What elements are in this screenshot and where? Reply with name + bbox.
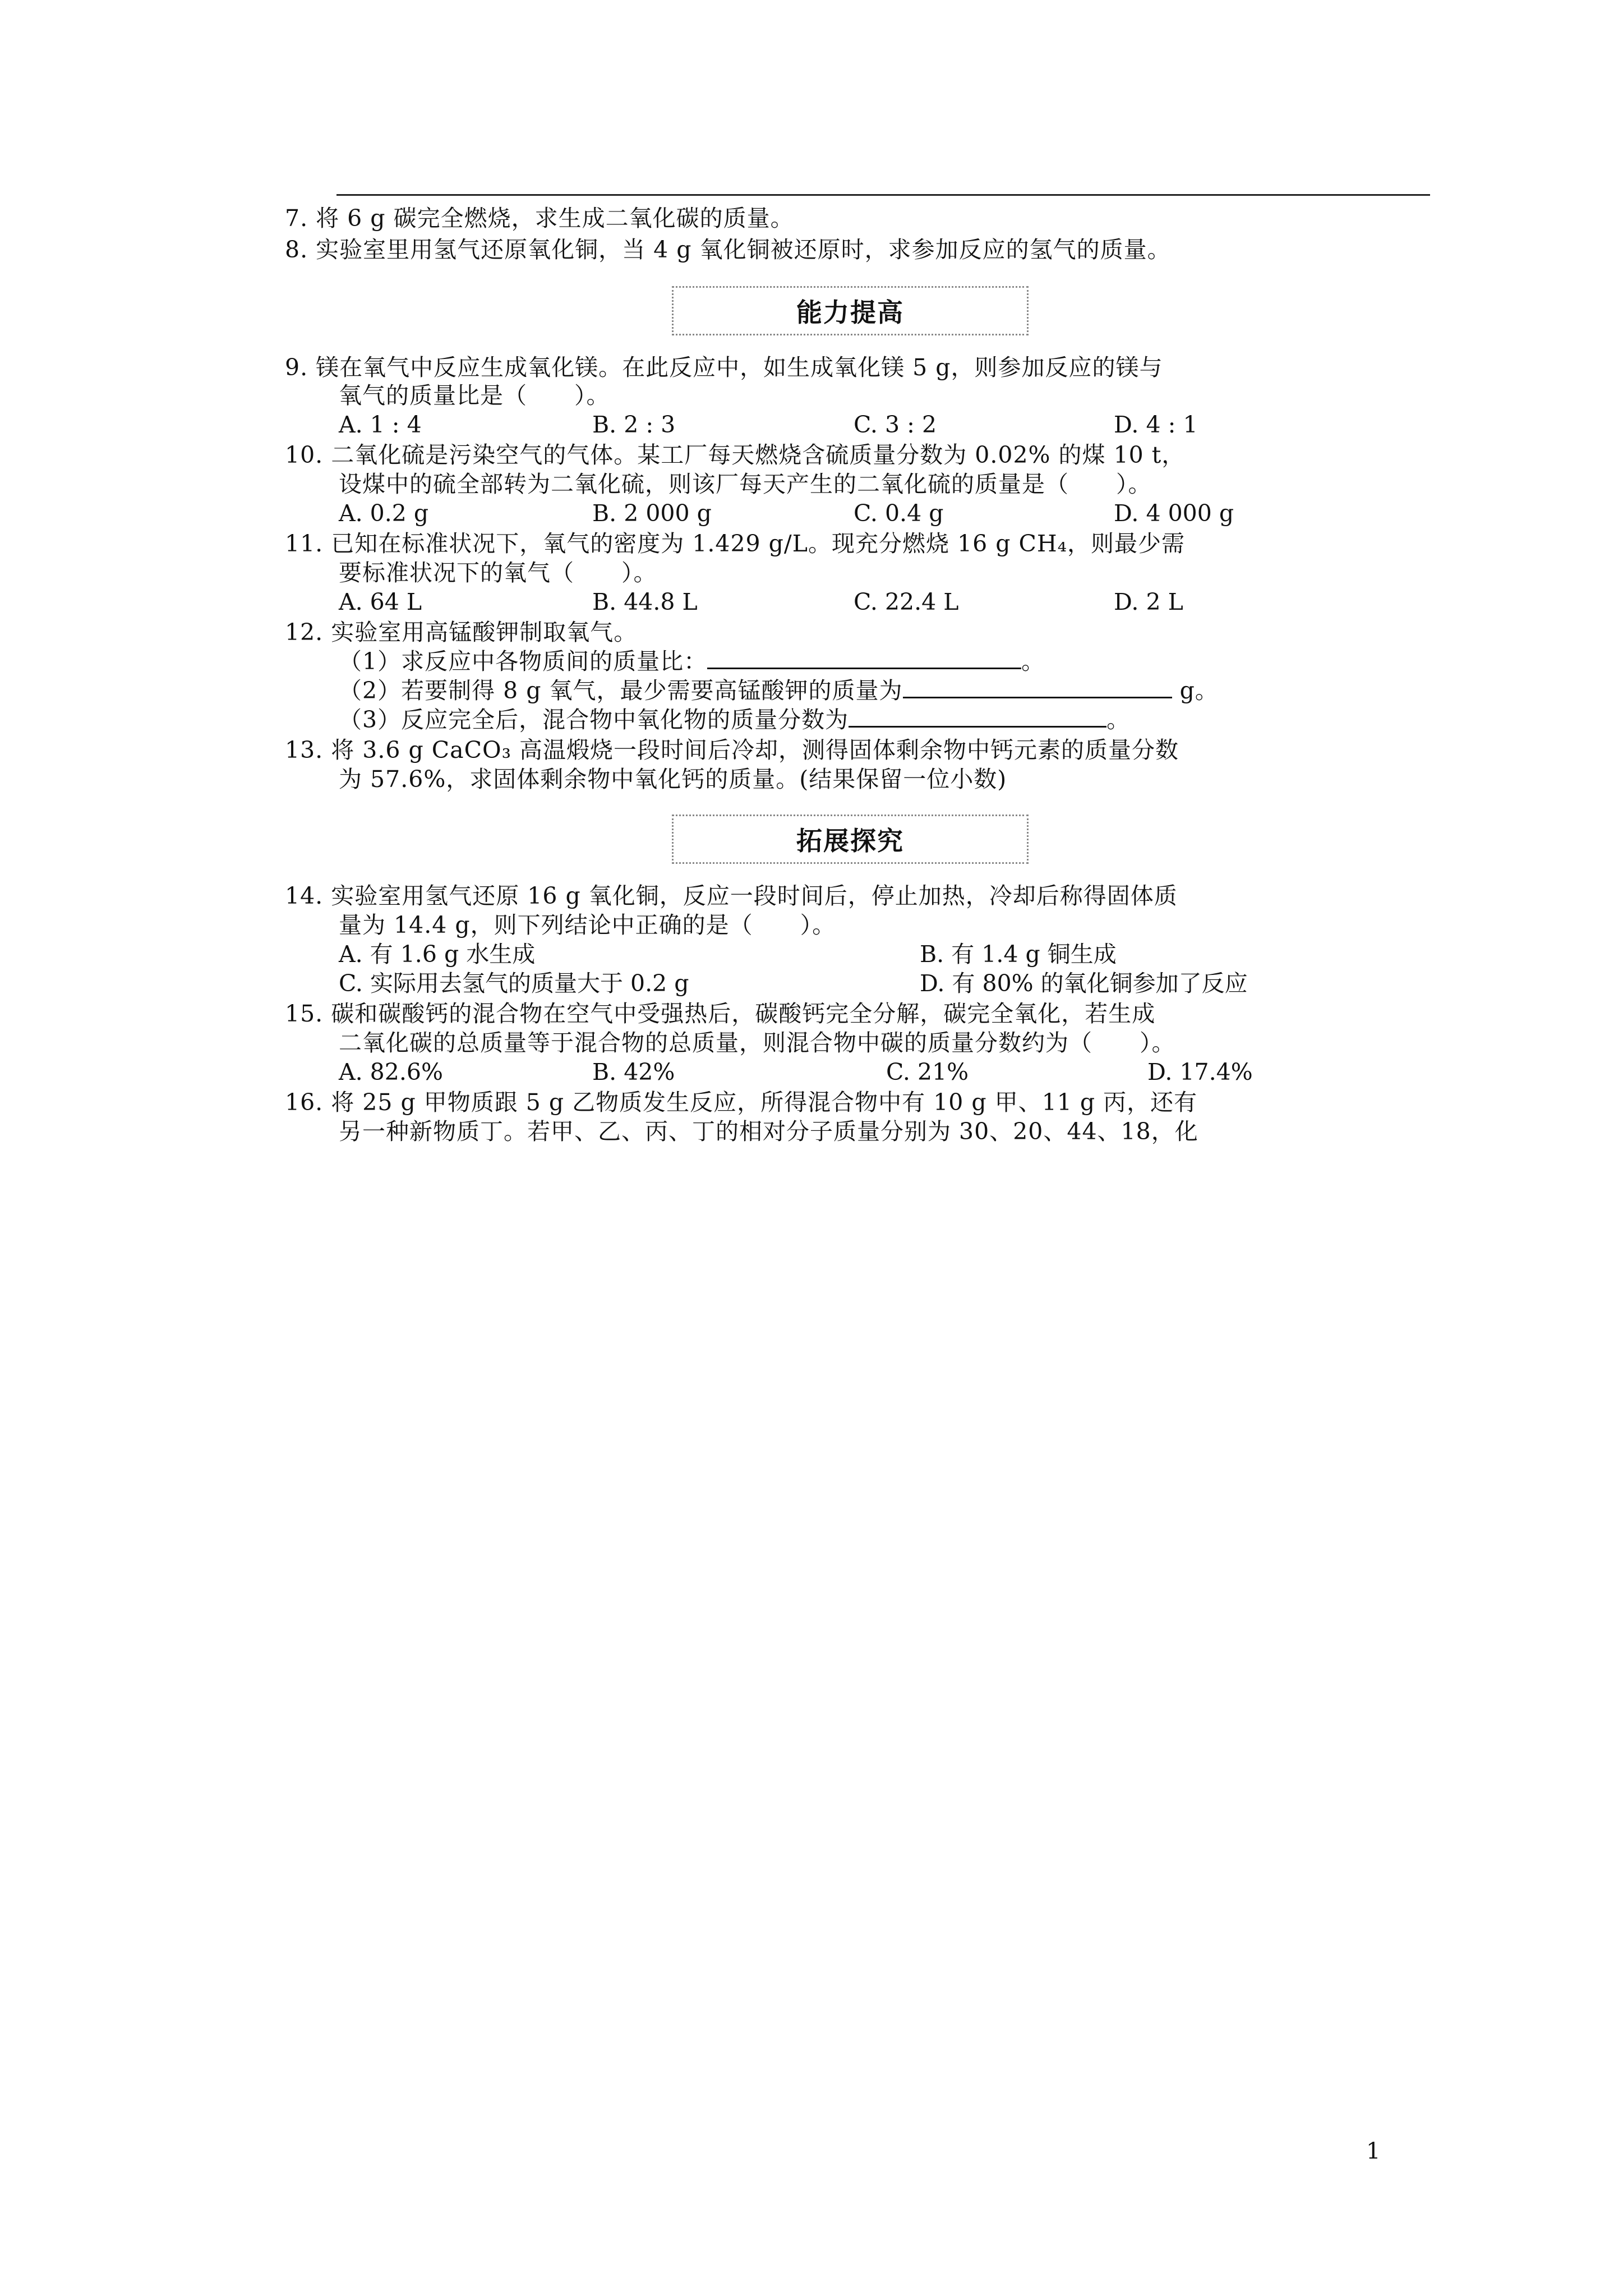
question-11-line1: 11. 已知在标准状况下，氧气的密度为 1.429 g/L。现充分燃烧 16 g CH₄，则最少需 bbox=[285, 530, 1186, 557]
question-12-line1: 12. 实验室用高锰酸钾制取氧气。 bbox=[285, 619, 638, 646]
question-9-line2: 氧气的质量比是（ ）。 bbox=[339, 382, 610, 409]
q9-option-b: B. 2 : 3 bbox=[592, 411, 676, 438]
q14-option-c: C. 实际用去氢气的质量大于 0.2 g bbox=[339, 970, 689, 997]
question-15-line1: 15. 碳和碳酸钙的混合物在空气中受强热后，碳酸钙完全分解，碳完全氧化，若生成 bbox=[285, 1000, 1156, 1027]
q10-option-c: C. 0.4 g bbox=[854, 500, 944, 527]
answer-blank bbox=[849, 707, 1106, 728]
question-9-line1: 9. 镁在氧气中反应生成氧化镁。在此反应中，如生成氧化镁 5 g，则参加反应的镁与 bbox=[285, 354, 1163, 381]
question-14-line2: 量为 14.4 g，则下列结论中正确的是（ ）。 bbox=[339, 912, 836, 938]
q10-option-b: B. 2 000 g bbox=[592, 500, 712, 527]
q9-option-a: A. 1 : 4 bbox=[339, 411, 422, 438]
section-heading-label: 拓展探究 bbox=[796, 826, 904, 856]
q15-option-a: A. 82.6% bbox=[339, 1059, 443, 1085]
q14-option-d: D. 有 80% 的氧化铜参加了反应 bbox=[920, 970, 1248, 997]
page-number: 1 bbox=[1366, 2138, 1381, 2164]
q14-option-a: A. 有 1.6 g 水生成 bbox=[339, 941, 536, 968]
answer-blank bbox=[903, 678, 1172, 698]
q15-option-d: D. 17.4% bbox=[1147, 1059, 1253, 1085]
q14-option-b: B. 有 1.4 g 铜生成 bbox=[920, 941, 1117, 968]
question-11-line2: 要标准状况下的氧气（ ）。 bbox=[339, 559, 657, 586]
question-15-line2: 二氧化碳的总质量等于混合物的总质量，则混合物中碳的质量分数约为（ ）。 bbox=[339, 1029, 1175, 1056]
section-heading-ability bbox=[672, 286, 1029, 335]
q15-option-b: B. 42% bbox=[592, 1059, 675, 1085]
q9-option-c: C. 3 : 2 bbox=[854, 411, 937, 438]
question-16-line1: 16. 将 25 g 甲物质跟 5 g 乙物质发生反应，所得混合物中有 10 g 甲、11 g 丙，还有 bbox=[285, 1089, 1198, 1116]
answer-blank bbox=[707, 648, 1021, 669]
question-10-line1: 10. 二氧化硫是污染空气的气体。某工厂每天燃烧含硫质量分数为 0.02% 的煤 10 t， bbox=[285, 441, 1186, 468]
q12-part1-text: （1）求反应中各物质间的质量比： bbox=[339, 648, 708, 675]
question-8: 8. 实验室里用氢气还原氧化铜，当 4 g 氧化铜被还原时，求参加反应的氢气的质量。 bbox=[285, 236, 1171, 263]
q12-part3-text: （3）反应完全后，混合物中氧化物的质量分数为 bbox=[339, 706, 849, 733]
q10-option-d: D. 4 000 g bbox=[1114, 500, 1234, 527]
question-14-line1: 14. 实验室用氢气还原 16 g 氧化铜，反应一段时间后，停止加热，冷却后称得固体质 bbox=[285, 882, 1178, 909]
question-12-part3 bbox=[339, 706, 1130, 734]
section-heading-label: 能力提高 bbox=[796, 297, 904, 328]
q11-option-a: A. 64 L bbox=[339, 588, 422, 615]
section-heading-extension bbox=[672, 815, 1029, 864]
question-16-line2: 另一种新物质丁。若甲、乙、丙、丁的相对分子质量分别为 30、20、44、18，化 bbox=[339, 1118, 1198, 1145]
q9-option-d: D. 4 : 1 bbox=[1114, 411, 1198, 438]
question-13-line2: 为 57.6%，求固体剩余物中氧化钙的质量。(结果保留一位小数) bbox=[339, 766, 1007, 793]
q11-option-b: B. 44.8 L bbox=[592, 588, 698, 615]
q15-option-c: C. 21% bbox=[886, 1059, 969, 1085]
q10-option-a: A. 0.2 g bbox=[339, 500, 429, 527]
q12-part3-end: 。 bbox=[1106, 706, 1131, 733]
q12-part2-end: g。 bbox=[1179, 677, 1219, 704]
question-10-line2: 设煤中的硫全部转为二氧化硫，则该厂每天产生的二氧化硫的质量是（ ）。 bbox=[339, 471, 1152, 498]
question-12-part2 bbox=[339, 677, 1219, 705]
question-7: 7. 将 6 g 碳完全燃烧，求生成二氧化碳的质量。 bbox=[285, 205, 794, 232]
q12-part1-end: 。 bbox=[1021, 648, 1045, 675]
top-rule bbox=[336, 194, 1430, 196]
q11-option-d: D. 2 L bbox=[1114, 588, 1183, 615]
question-13-line1: 13. 将 3.6 g CaCO₃ 高温煅烧一段时间后冷却，测得固体剩余物中钙元素的质量分数 bbox=[285, 737, 1179, 763]
q12-part2-text: （2）若要制得 8 g 氧气，最少需要高锰酸钾的质量为 bbox=[339, 677, 903, 704]
q11-option-c: C. 22.4 L bbox=[854, 588, 959, 615]
question-12-part1 bbox=[339, 647, 1045, 675]
